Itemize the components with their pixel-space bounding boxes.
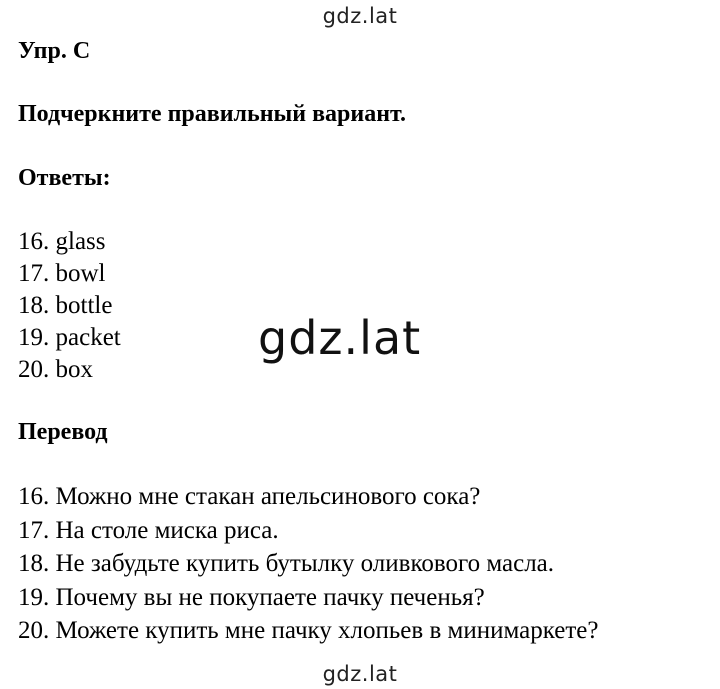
watermark-top: gdz.lat xyxy=(322,4,398,28)
answer-item: 17. bowl xyxy=(18,260,106,287)
exercise-title: Упр. С xyxy=(18,38,91,64)
answer-item: 16. glass xyxy=(18,228,106,255)
answer-item: 20. box xyxy=(18,356,93,383)
translation-item: 19. Почему вы не покупаете пачку печенья? xyxy=(18,583,485,611)
translation-item: 20. Можете купить мне пачку хлопьев в минимаркете? xyxy=(18,617,599,644)
answer-item: 19. packet xyxy=(18,324,121,351)
instruction-text: Подчеркните правильный вариант. xyxy=(18,101,407,127)
translation-item: 18. Не забудьте купить бутылку оливкового масла. xyxy=(18,550,555,577)
answers-heading: Ответы: xyxy=(18,165,111,191)
translation-item: 17. На столе миска риса. xyxy=(18,516,279,544)
translations-list xyxy=(18,480,598,648)
translation-item: 16. Можно мне стакан апельсинового сока? xyxy=(18,483,481,510)
watermark-center: gdz.lat xyxy=(258,311,422,365)
translation-heading: Перевод xyxy=(18,419,108,445)
watermark-bottom: gdz.lat xyxy=(322,662,398,686)
answers-list xyxy=(18,226,121,386)
answer-item: 18. bottle xyxy=(18,292,113,319)
